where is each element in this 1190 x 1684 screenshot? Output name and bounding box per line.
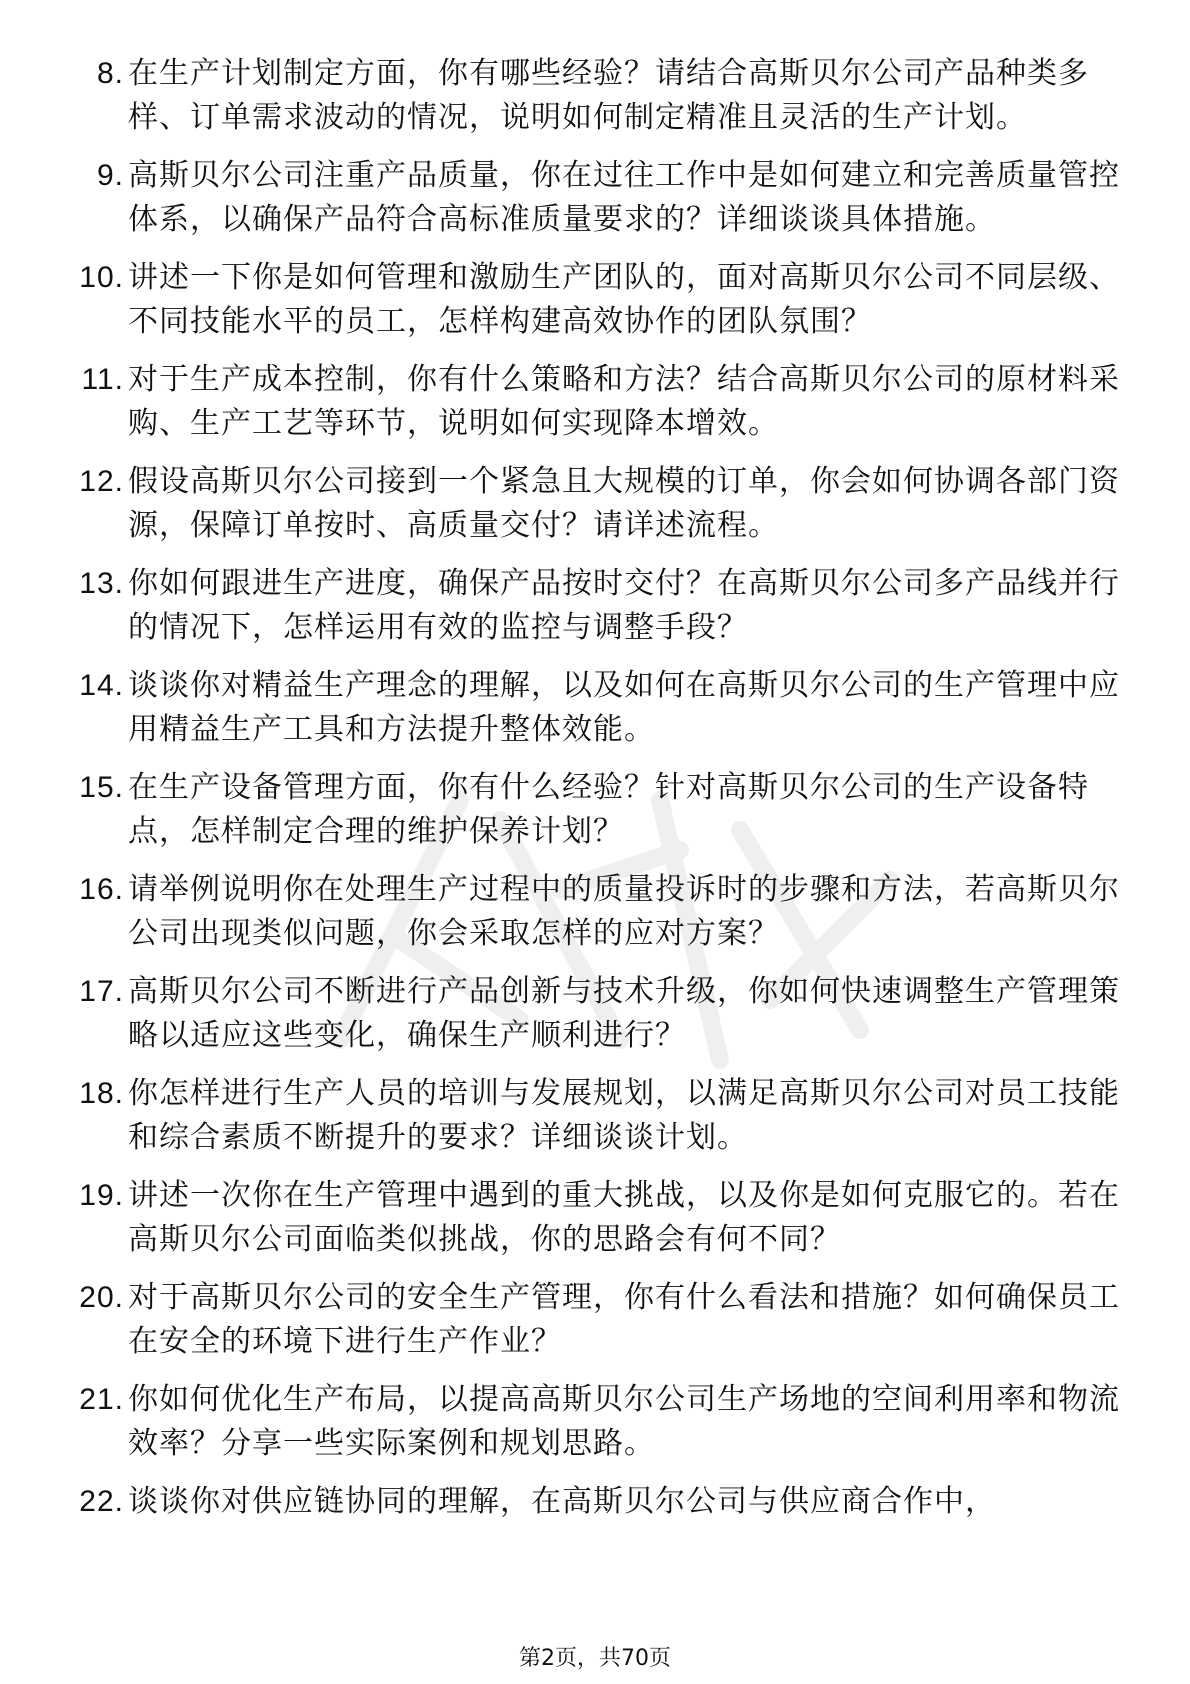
question-text: 你如何优化生产布局，以提高高斯贝尔公司生产场地的空间利用率和物流效率？分享一些实际案例和规划思路。 (128, 1382, 1120, 1461)
question-number: 20. (79, 1281, 124, 1314)
question-text: 你如何跟进生产进度，确保产品按时交付？在高斯贝尔公司多产品线并行的情况下，怎样运用有效的监控与调整手段？ (128, 566, 1120, 645)
question-number: 10. (79, 261, 124, 294)
question-number: 11. (81, 363, 124, 396)
question-item (70, 1378, 1130, 1466)
question-item (70, 868, 1130, 956)
question-text: 高斯贝尔公司不断进行产品创新与技术升级，你如何快速调整生产管理策略以适应这些变化，确保生产顺利进行？ (128, 974, 1120, 1053)
question-item (70, 562, 1130, 650)
question-text: 请举例说明你在处理生产过程中的质量投诉时的步骤和方法，若高斯贝尔公司出现类似问题，你会采取怎样的应对方案？ (128, 872, 1120, 951)
question-number: 13. (79, 567, 124, 600)
question-text: 高斯贝尔公司注重产品质量，你在过往工作中是如何建立和完善质量管控体系，以确保产品符合高标准质量要求的？详细谈谈具体措施。 (128, 158, 1120, 237)
question-item (70, 1072, 1130, 1160)
question-number: 8. (96, 57, 124, 90)
question-text: 对于生产成本控制，你有什么策略和方法？结合高斯贝尔公司的原材料采购、生产工艺等环节，说明如何实现降本增效。 (128, 362, 1120, 441)
question-number: 14. (79, 669, 124, 702)
question-number: 21. (79, 1383, 124, 1416)
question-number: 18. (79, 1077, 124, 1110)
question-item (70, 1276, 1130, 1364)
question-text: 在生产设备管理方面，你有什么经验？针对高斯贝尔公司的生产设备特点，怎样制定合理的维护保养计划？ (128, 770, 1089, 849)
question-text: 在生产计划制定方面，你有哪些经验？请结合高斯贝尔公司产品种类多样、订单需求波动的情况，说明如何制定精准且灵活的生产计划。 (128, 56, 1089, 135)
question-text: 假设高斯贝尔公司接到一个紧急且大规模的订单，你会如何协调各部门资源，保障订单按时、高质量交付？请详述流程。 (128, 464, 1120, 543)
question-text: 谈谈你对供应链协同的理解，在高斯贝尔公司与供应商合作中， (128, 1484, 996, 1519)
question-item (70, 460, 1130, 548)
question-item (70, 1480, 1130, 1524)
question-item (70, 256, 1130, 344)
question-number: 16. (79, 873, 124, 906)
question-text: 讲述一下你是如何管理和激励生产团队的，面对高斯贝尔公司不同层级、不同技能水平的员工，怎样构建高效协作的团队氛围？ (128, 260, 1120, 339)
page-footer (0, 1645, 1190, 1673)
question-number: 19. (79, 1179, 124, 1212)
question-number: 15. (79, 771, 124, 804)
page-number-label: 第2页，共70页 (519, 1646, 671, 1671)
question-number: 17. (79, 975, 124, 1008)
question-number: 12. (79, 465, 124, 498)
question-text: 对于高斯贝尔公司的安全生产管理，你有什么看法和措施？如何确保员工在安全的环境下进行生产作业？ (128, 1280, 1120, 1359)
question-item (70, 1174, 1130, 1262)
question-text: 谈谈你对精益生产理念的理解，以及如何在高斯贝尔公司的生产管理中应用精益生产工具和方法提升整体效能。 (128, 668, 1120, 747)
question-item (70, 358, 1130, 446)
question-item (70, 970, 1130, 1058)
question-list (70, 52, 1130, 1538)
question-item (70, 154, 1130, 242)
question-item (70, 766, 1130, 854)
question-text: 你怎样进行生产人员的培训与发展规划，以满足高斯贝尔公司对员工技能和综合素质不断提升的要求？详细谈谈计划。 (128, 1076, 1120, 1155)
question-text: 讲述一次你在生产管理中遇到的重大挑战，以及你是如何克服它的。若在高斯贝尔公司面临类似挑战，你的思路会有何不同？ (128, 1178, 1120, 1257)
question-item (70, 52, 1130, 140)
question-number: 22. (79, 1485, 124, 1518)
question-item (70, 664, 1130, 752)
question-number: 9. (96, 159, 124, 192)
